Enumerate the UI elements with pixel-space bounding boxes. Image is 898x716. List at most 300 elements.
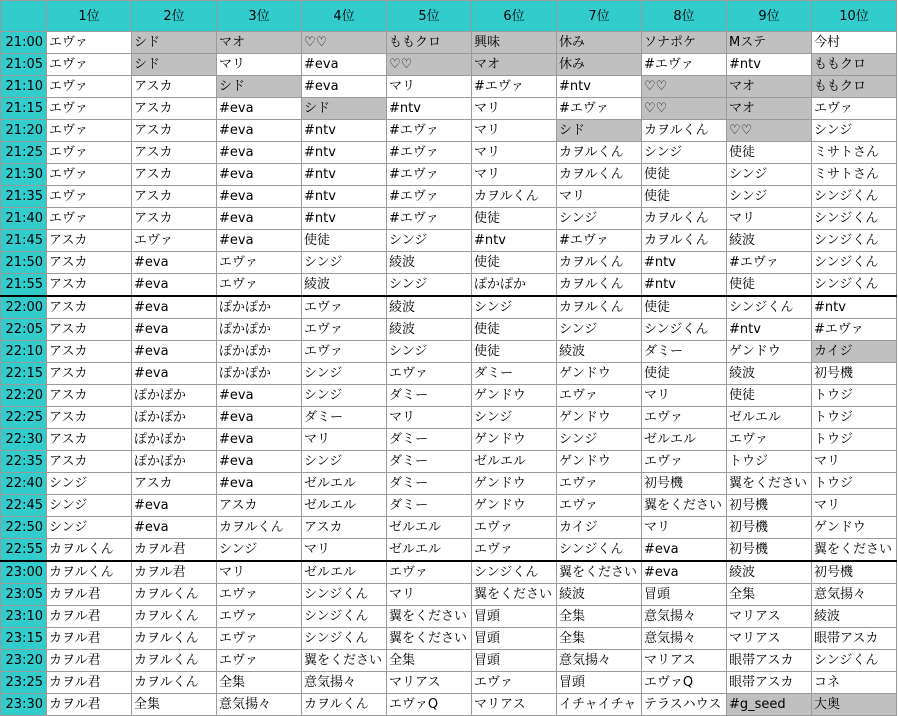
- rank-cell: アスカ: [47, 252, 132, 274]
- rank-cell: #エヴァ: [812, 319, 897, 341]
- table-row: [1, 98, 897, 120]
- rank-cell: カヲルくん: [557, 274, 642, 297]
- rank-cell: 初号機: [812, 363, 897, 385]
- rank-cell: 初号機: [727, 517, 812, 539]
- rank-cell: マリ: [472, 142, 557, 164]
- rank-cell: ゲンドウ: [472, 429, 557, 451]
- rank-cell: エヴァ: [217, 606, 302, 628]
- rank-cell: シンジ: [47, 517, 132, 539]
- rank-cell: ゲンドウ: [557, 407, 642, 429]
- table-row: [1, 252, 897, 274]
- rank-cell: シンジくん: [472, 561, 557, 584]
- rank-cell: 綾波: [727, 363, 812, 385]
- time-cell: 22:30: [1, 429, 47, 451]
- rank-cell: 綾波: [727, 230, 812, 252]
- rank-cell: アスカ: [47, 407, 132, 429]
- column-header: 1位: [47, 1, 132, 32]
- rank-cell: マオ: [472, 54, 557, 76]
- rank-cell: ♡♡: [642, 98, 727, 120]
- rank-cell: エヴァ: [47, 142, 132, 164]
- rank-cell: エヴァQ: [387, 694, 472, 716]
- rank-cell: 意気揚々: [557, 650, 642, 672]
- rank-cell: 翼をください: [472, 584, 557, 606]
- rank-cell: エヴァ: [47, 54, 132, 76]
- rank-cell: マオ: [727, 76, 812, 98]
- rank-cell: トウジ: [812, 385, 897, 407]
- rank-cell: マリ: [727, 208, 812, 230]
- rank-cell: #eva: [217, 407, 302, 429]
- rank-cell: ゼルエル: [387, 539, 472, 562]
- header-corner: [1, 1, 47, 32]
- rank-cell: ぽかぽか: [472, 274, 557, 297]
- rank-cell: 翼をください: [642, 495, 727, 517]
- rank-cell: エヴァ: [302, 319, 387, 341]
- rank-cell: アスカ: [132, 120, 217, 142]
- rank-cell: #エヴァ: [387, 186, 472, 208]
- time-cell: 21:05: [1, 54, 47, 76]
- rank-cell: 翼をください: [302, 650, 387, 672]
- rank-cell: 綾波: [557, 341, 642, 363]
- rank-cell: 意気揚々: [642, 628, 727, 650]
- rank-cell: 綾波: [387, 296, 472, 319]
- rank-cell: #eva: [217, 473, 302, 495]
- rank-cell: カヲルくん: [557, 296, 642, 319]
- rank-cell: 使徒: [727, 385, 812, 407]
- time-cell: 23:20: [1, 650, 47, 672]
- time-cell: 21:00: [1, 32, 47, 54]
- rank-cell: #エヴァ: [387, 164, 472, 186]
- table-row: [1, 672, 897, 694]
- rank-cell: シド: [132, 54, 217, 76]
- time-cell: 21:20: [1, 120, 47, 142]
- rank-cell: 大奥: [812, 694, 897, 716]
- rank-cell: シンジくん: [812, 650, 897, 672]
- rank-cell: エヴァ: [557, 473, 642, 495]
- table-row: [1, 120, 897, 142]
- rank-cell: シンジくん: [812, 208, 897, 230]
- rank-cell: ゼルエル: [472, 451, 557, 473]
- rank-cell: 全集: [557, 606, 642, 628]
- rank-cell: ダミー: [387, 495, 472, 517]
- rank-cell: シンジ: [472, 407, 557, 429]
- rank-cell: トウジ: [812, 407, 897, 429]
- rank-cell: #eva: [217, 186, 302, 208]
- rank-cell: #eva: [132, 319, 217, 341]
- rank-cell: マリ: [217, 561, 302, 584]
- rank-cell: カヲル君: [47, 584, 132, 606]
- rank-cell: 意気揚々: [642, 606, 727, 628]
- rank-cell: エヴァ: [47, 98, 132, 120]
- rank-cell: エヴァ: [812, 98, 897, 120]
- rank-cell: シンジ: [642, 142, 727, 164]
- rank-cell: #ntv: [812, 296, 897, 319]
- rank-cell: #エヴァ: [727, 252, 812, 274]
- table-row: [1, 76, 897, 98]
- time-cell: 23:25: [1, 672, 47, 694]
- rank-cell: 全集: [557, 628, 642, 650]
- rank-cell: #ntv: [557, 76, 642, 98]
- rank-cell: ゼルエル: [387, 517, 472, 539]
- rank-cell: マリ: [472, 98, 557, 120]
- rank-cell: ダミー: [472, 363, 557, 385]
- rank-cell: 翼をください: [727, 473, 812, 495]
- rank-cell: カヲルくん: [642, 120, 727, 142]
- rank-cell: 使徒: [727, 274, 812, 297]
- rank-cell: トウジ: [812, 473, 897, 495]
- rank-cell: 綾波: [557, 584, 642, 606]
- rank-cell: アスカ: [132, 208, 217, 230]
- rank-cell: カヲルくん: [642, 230, 727, 252]
- time-cell: 23:00: [1, 561, 47, 584]
- rank-cell: エヴァ: [642, 407, 727, 429]
- rank-cell: 眼帯アスカ: [812, 628, 897, 650]
- rank-cell: アスカ: [47, 341, 132, 363]
- rank-cell: エヴァ: [302, 341, 387, 363]
- rank-cell: シンジくん: [727, 296, 812, 319]
- table-row: [1, 429, 897, 451]
- rank-cell: ゼルエル: [302, 495, 387, 517]
- rank-cell: ゼルエル: [302, 473, 387, 495]
- rank-cell: 休み: [557, 54, 642, 76]
- rank-cell: #ntv: [302, 208, 387, 230]
- rank-cell: 翼をください: [387, 606, 472, 628]
- rank-cell: ダミー: [387, 429, 472, 451]
- rank-cell: 使徒: [642, 164, 727, 186]
- rank-cell: エヴァ: [387, 561, 472, 584]
- rank-cell: マリアス: [727, 606, 812, 628]
- rank-cell: 使徒: [642, 363, 727, 385]
- rank-cell: エヴァ: [132, 230, 217, 252]
- rank-cell: シンジ: [387, 274, 472, 297]
- rank-cell: ももクロ: [812, 54, 897, 76]
- rank-cell: シンジくん: [812, 186, 897, 208]
- table-row: [1, 473, 897, 495]
- rank-cell: #ntv: [387, 98, 472, 120]
- column-header: 6位: [472, 1, 557, 32]
- rank-cell: #eva: [642, 539, 727, 562]
- column-header: 9位: [727, 1, 812, 32]
- rank-cell: アスカ: [132, 186, 217, 208]
- rank-cell: シンジ: [472, 296, 557, 319]
- table-row: [1, 32, 897, 54]
- rank-cell: アスカ: [302, 517, 387, 539]
- rank-cell: #エヴァ: [557, 230, 642, 252]
- table-row: [1, 517, 897, 539]
- rank-cell: アスカ: [132, 142, 217, 164]
- rank-cell: 翼をください: [557, 561, 642, 584]
- rank-cell: #ntv: [302, 186, 387, 208]
- rank-cell: マリ: [642, 517, 727, 539]
- rank-cell: シンジ: [302, 252, 387, 274]
- rank-cell: #eva: [217, 164, 302, 186]
- rank-cell: アスカ: [132, 98, 217, 120]
- rank-cell: コネ: [812, 672, 897, 694]
- table-row: [1, 495, 897, 517]
- rank-cell: マリ: [472, 164, 557, 186]
- rank-cell: 意気揚々: [217, 694, 302, 716]
- table-row: [1, 296, 897, 319]
- rank-cell: 全集: [132, 694, 217, 716]
- rank-cell: マリ: [387, 584, 472, 606]
- rank-cell: #eva: [302, 54, 387, 76]
- table-row: [1, 694, 897, 716]
- rank-cell: マリアス: [387, 672, 472, 694]
- rank-cell: シンジ: [727, 164, 812, 186]
- rank-cell: ぽかぽか: [217, 341, 302, 363]
- rank-cell: #eva: [217, 385, 302, 407]
- rank-cell: カヲルくん: [132, 650, 217, 672]
- rank-cell: ももクロ: [387, 32, 472, 54]
- time-cell: 22:55: [1, 539, 47, 562]
- table-row: [1, 584, 897, 606]
- table-row: [1, 385, 897, 407]
- rank-cell: #eva: [132, 341, 217, 363]
- time-cell: 21:45: [1, 230, 47, 252]
- rank-cell: ミサトさん: [812, 142, 897, 164]
- rank-cell: エヴァ: [642, 451, 727, 473]
- column-header: 10位: [812, 1, 897, 32]
- time-cell: 21:50: [1, 252, 47, 274]
- table-row: [1, 164, 897, 186]
- rank-cell: ソナポケ: [642, 32, 727, 54]
- table-row: [1, 650, 897, 672]
- rank-cell: カヲル君: [47, 606, 132, 628]
- rank-cell: アスカ: [47, 230, 132, 252]
- column-header: 3位: [217, 1, 302, 32]
- rank-cell: ゲンドウ: [812, 517, 897, 539]
- rank-cell: ♡♡: [387, 54, 472, 76]
- rank-cell: ゲンドウ: [472, 495, 557, 517]
- rank-cell: マオ: [217, 32, 302, 54]
- time-cell: 22:40: [1, 473, 47, 495]
- time-cell: 23:30: [1, 694, 47, 716]
- rank-cell: ゼルエル: [642, 429, 727, 451]
- rank-cell: #ntv: [642, 274, 727, 297]
- rank-cell: 使徒: [642, 186, 727, 208]
- rank-cell: アスカ: [47, 429, 132, 451]
- rank-cell: シンジ: [387, 230, 472, 252]
- rank-cell: ゲンドウ: [727, 341, 812, 363]
- rank-cell: アスカ: [47, 385, 132, 407]
- rank-cell: シンジくん: [302, 584, 387, 606]
- rank-cell: #エヴァ: [472, 76, 557, 98]
- rank-cell: #eva: [132, 517, 217, 539]
- rank-cell: シンジくん: [557, 539, 642, 562]
- rank-cell: 綾波: [727, 561, 812, 584]
- rank-cell: #エヴァ: [387, 120, 472, 142]
- rank-cell: 全集: [217, 672, 302, 694]
- rank-cell: マリ: [217, 54, 302, 76]
- table-row: [1, 208, 897, 230]
- rank-cell: エヴァ: [557, 385, 642, 407]
- rank-cell: マリアス: [642, 650, 727, 672]
- rank-cell: #eva: [132, 274, 217, 297]
- rank-cell: カヲルくん: [217, 517, 302, 539]
- rank-cell: エヴァQ: [642, 672, 727, 694]
- time-cell: 23:15: [1, 628, 47, 650]
- rank-cell: シンジ: [47, 473, 132, 495]
- table-row: [1, 274, 897, 297]
- rank-cell: カヲルくん: [642, 208, 727, 230]
- rank-cell: 使徒: [302, 230, 387, 252]
- rank-cell: アスカ: [132, 164, 217, 186]
- rank-cell: テラスハウス: [642, 694, 727, 716]
- rank-cell: 綾波: [387, 252, 472, 274]
- rank-cell: #ntv: [727, 54, 812, 76]
- table-row: [1, 539, 897, 562]
- rank-cell: ダミー: [387, 385, 472, 407]
- table-row: [1, 407, 897, 429]
- rank-cell: 今村: [812, 32, 897, 54]
- rank-cell: アスカ: [47, 274, 132, 297]
- rank-cell: 初号機: [727, 495, 812, 517]
- rank-cell: ぽかぽか: [132, 385, 217, 407]
- rank-cell: シンジ: [557, 208, 642, 230]
- table-row: [1, 186, 897, 208]
- rank-cell: 綾波: [812, 606, 897, 628]
- rank-cell: Mステ: [727, 32, 812, 54]
- time-cell: 22:05: [1, 319, 47, 341]
- table-row: [1, 451, 897, 473]
- rank-cell: カヲルくん: [557, 252, 642, 274]
- rank-cell: #eva: [217, 120, 302, 142]
- time-cell: 22:45: [1, 495, 47, 517]
- rank-cell: 意気揚々: [812, 584, 897, 606]
- rank-cell: #エヴァ: [642, 54, 727, 76]
- rank-cell: エヴァ: [472, 672, 557, 694]
- rank-cell: #eva: [217, 451, 302, 473]
- rank-cell: ♡♡: [302, 32, 387, 54]
- rank-cell: カヲルくん: [557, 142, 642, 164]
- rank-cell: カヲルくん: [302, 694, 387, 716]
- rank-cell: マリ: [557, 186, 642, 208]
- time-cell: 23:10: [1, 606, 47, 628]
- rank-cell: #eva: [302, 76, 387, 98]
- rank-cell: 全集: [387, 650, 472, 672]
- rank-cell: 眼帯アスカ: [727, 650, 812, 672]
- rank-cell: ももクロ: [812, 76, 897, 98]
- rank-cell: #eva: [642, 561, 727, 584]
- column-header: 4位: [302, 1, 387, 32]
- rank-cell: マリ: [812, 451, 897, 473]
- rank-cell: 興味: [472, 32, 557, 54]
- rank-cell: エヴァ: [47, 120, 132, 142]
- rank-cell: エヴァ: [217, 628, 302, 650]
- rank-cell: シド: [217, 76, 302, 98]
- table-row: [1, 142, 897, 164]
- rank-cell: ゲンドウ: [557, 451, 642, 473]
- rank-cell: ダミー: [642, 341, 727, 363]
- rank-cell: カヲルくん: [47, 539, 132, 562]
- rank-cell: シンジ: [727, 186, 812, 208]
- time-cell: 22:00: [1, 296, 47, 319]
- rank-cell: カヲル君: [47, 650, 132, 672]
- rank-cell: 冒頭: [472, 650, 557, 672]
- table-row: [1, 230, 897, 252]
- time-cell: 22:50: [1, 517, 47, 539]
- rank-cell: #エヴァ: [387, 142, 472, 164]
- rank-cell: シンジくん: [812, 252, 897, 274]
- header-row: [1, 1, 897, 32]
- rank-cell: マオ: [727, 98, 812, 120]
- rank-cell: シド: [132, 32, 217, 54]
- rank-cell: ぽかぽか: [132, 407, 217, 429]
- rank-cell: エヴァ: [217, 274, 302, 297]
- rank-cell: ぽかぽか: [132, 429, 217, 451]
- rank-cell: 使徒: [642, 296, 727, 319]
- rank-cell: #エヴァ: [557, 98, 642, 120]
- rank-cell: カヲル君: [47, 628, 132, 650]
- rank-cell: 冒頭: [642, 584, 727, 606]
- rank-cell: ダミー: [387, 451, 472, 473]
- time-cell: 22:10: [1, 341, 47, 363]
- rank-cell: 冒頭: [472, 628, 557, 650]
- rank-cell: エヴァ: [47, 76, 132, 98]
- rank-cell: エヴァ: [387, 363, 472, 385]
- rank-cell: 綾波: [302, 274, 387, 297]
- rank-cell: 使徒: [472, 208, 557, 230]
- rank-cell: シンジ: [302, 451, 387, 473]
- rank-cell: アスカ: [132, 76, 217, 98]
- rank-cell: エヴァ: [47, 164, 132, 186]
- rank-cell: エヴァ: [472, 517, 557, 539]
- rank-cell: 綾波: [387, 319, 472, 341]
- rank-cell: #eva: [132, 363, 217, 385]
- time-cell: 21:25: [1, 142, 47, 164]
- table-body: [1, 32, 897, 716]
- rank-cell: シンジくん: [302, 628, 387, 650]
- rank-cell: #eva: [132, 252, 217, 274]
- rank-cell: ゲンドウ: [472, 385, 557, 407]
- rank-cell: マリ: [642, 385, 727, 407]
- rank-cell: シンジ: [557, 429, 642, 451]
- rank-cell: #eva: [217, 208, 302, 230]
- rank-cell: シンジ: [387, 341, 472, 363]
- rank-cell: #ntv: [642, 252, 727, 274]
- column-header: 8位: [642, 1, 727, 32]
- rank-cell: ぽかぽか: [132, 451, 217, 473]
- table-row: [1, 319, 897, 341]
- rank-cell: カイジ: [812, 341, 897, 363]
- rank-cell: アスカ: [47, 296, 132, 319]
- rank-cell: カヲルくん: [132, 584, 217, 606]
- table-row: [1, 628, 897, 650]
- rank-cell: #eva: [217, 98, 302, 120]
- table-header: [1, 1, 897, 32]
- rank-cell: エヴァ: [217, 584, 302, 606]
- rank-cell: 初号機: [727, 539, 812, 562]
- rank-cell: 使徒: [472, 319, 557, 341]
- rank-cell: マリ: [302, 429, 387, 451]
- time-cell: 21:30: [1, 164, 47, 186]
- rank-cell: 初号機: [642, 473, 727, 495]
- rank-cell: アスカ: [217, 495, 302, 517]
- rank-cell: カヲルくん: [132, 606, 217, 628]
- rank-cell: マリ: [387, 407, 472, 429]
- rank-cell: カヲルくん: [132, 628, 217, 650]
- time-cell: 22:20: [1, 385, 47, 407]
- rank-cell: 意気揚々: [302, 672, 387, 694]
- time-cell: 21:10: [1, 76, 47, 98]
- rank-cell: エヴァ: [727, 429, 812, 451]
- time-cell: 21:55: [1, 274, 47, 297]
- rank-cell: ♡♡: [727, 120, 812, 142]
- rank-cell: マリアス: [727, 628, 812, 650]
- rank-cell: ぽかぽか: [217, 363, 302, 385]
- rank-cell: カヲル君: [47, 672, 132, 694]
- column-header: 7位: [557, 1, 642, 32]
- rank-cell: シンジくん: [812, 274, 897, 297]
